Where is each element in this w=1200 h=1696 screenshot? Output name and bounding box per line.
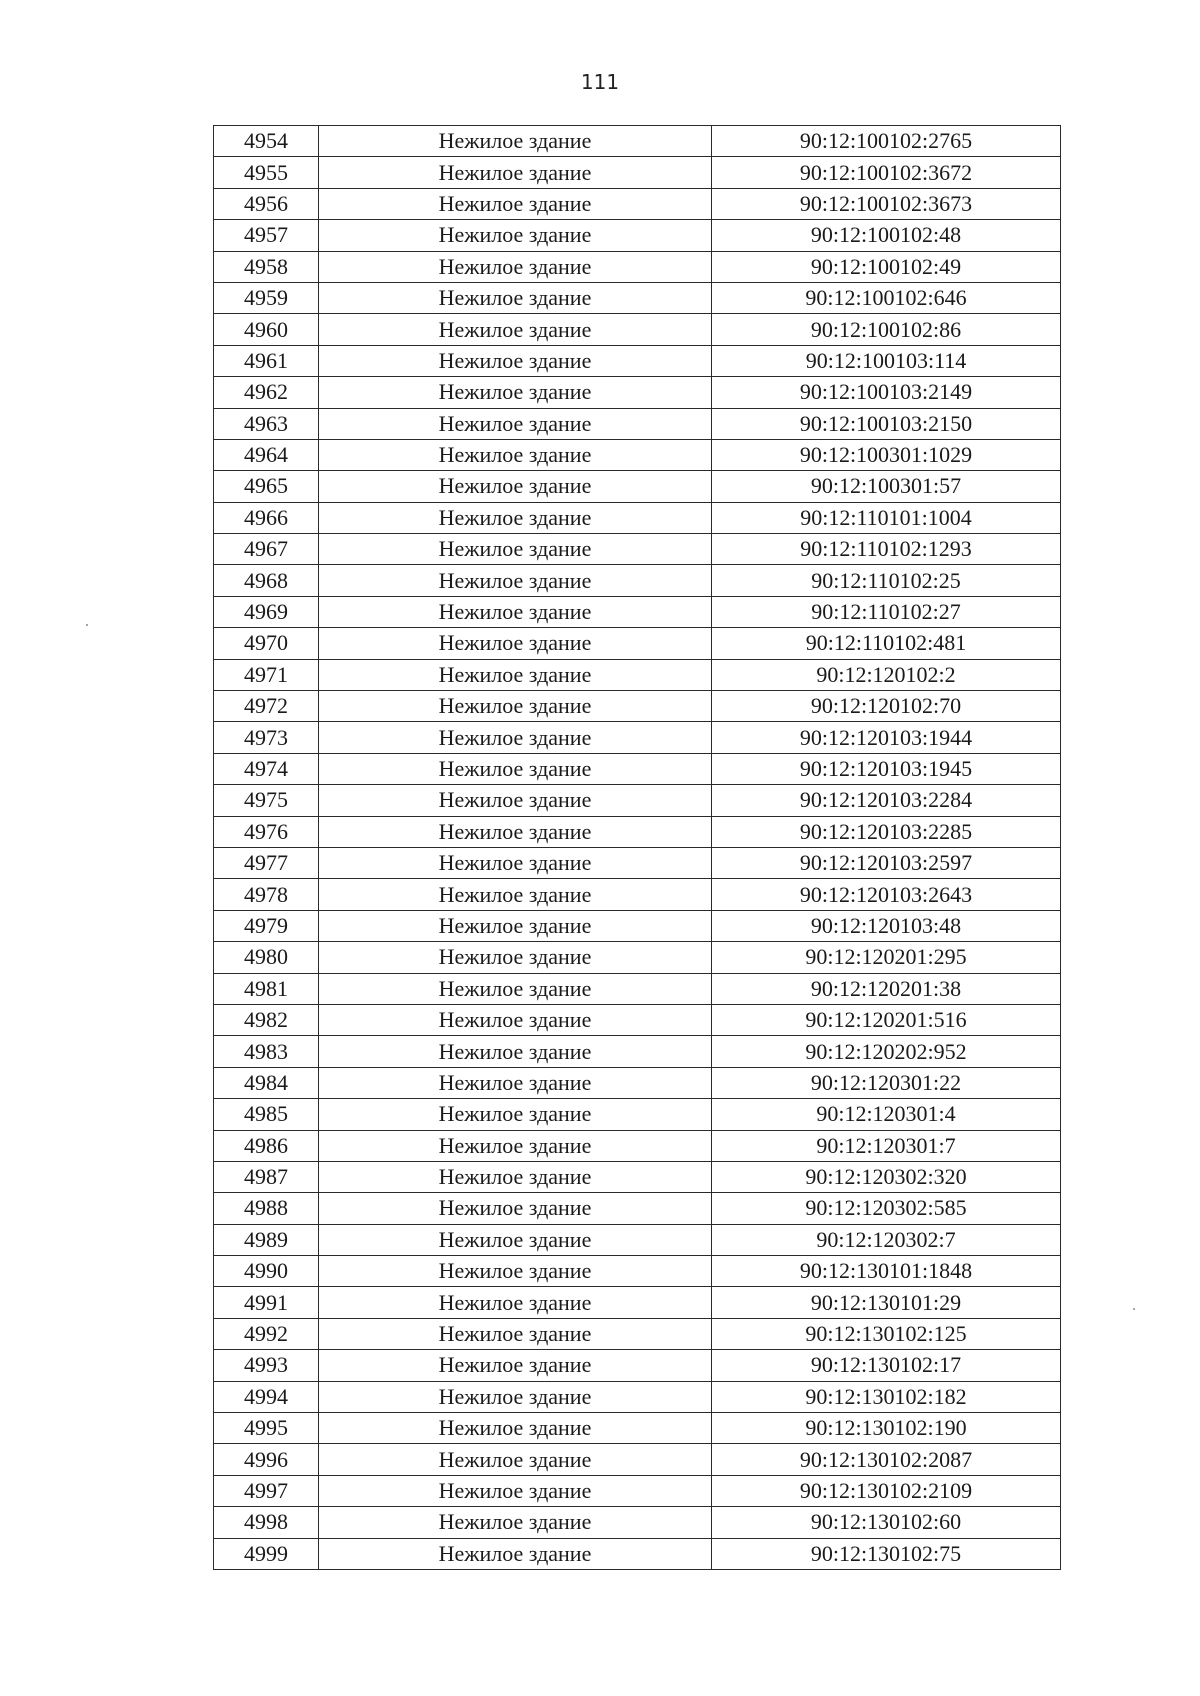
cadastral-number-cell: 90:12:100102:2765 xyxy=(712,126,1061,157)
table-row xyxy=(214,534,1061,565)
table-row xyxy=(214,251,1061,282)
row-number-cell: 4994 xyxy=(214,1381,319,1412)
table-row xyxy=(214,345,1061,376)
object-type-cell: Нежилое здание xyxy=(319,1256,712,1287)
object-type-cell: Нежилое здание xyxy=(319,188,712,219)
row-number-cell: 4958 xyxy=(214,251,319,282)
row-number-cell: 4970 xyxy=(214,628,319,659)
object-type-cell: Нежилое здание xyxy=(319,1475,712,1506)
table-row xyxy=(214,126,1061,157)
row-number-cell: 4955 xyxy=(214,157,319,188)
row-number-cell: 4974 xyxy=(214,753,319,784)
table-row xyxy=(214,188,1061,219)
object-type-cell: Нежилое здание xyxy=(319,345,712,376)
object-type-cell: Нежилое здание xyxy=(319,879,712,910)
table-row xyxy=(214,628,1061,659)
object-type-cell: Нежилое здание xyxy=(319,816,712,847)
row-number-cell: 4990 xyxy=(214,1256,319,1287)
table-row xyxy=(214,1350,1061,1381)
scan-speck xyxy=(1133,1308,1135,1310)
cadastral-number-cell: 90:12:100103:2150 xyxy=(712,408,1061,439)
row-number-cell: 4982 xyxy=(214,1004,319,1035)
cadastral-number-cell: 90:12:130101:29 xyxy=(712,1287,1061,1318)
table-row xyxy=(214,1036,1061,1067)
row-number-cell: 4961 xyxy=(214,345,319,376)
table-row xyxy=(214,816,1061,847)
cadastral-number-cell: 90:12:130102:125 xyxy=(712,1318,1061,1349)
cadastral-number-cell: 90:12:120103:2284 xyxy=(712,785,1061,816)
table-row xyxy=(214,785,1061,816)
cadastral-number-cell: 90:12:100102:646 xyxy=(712,282,1061,313)
table-row xyxy=(214,879,1061,910)
row-number-cell: 4983 xyxy=(214,1036,319,1067)
cadastral-number-cell: 90:12:120102:2 xyxy=(712,659,1061,690)
row-number-cell: 4999 xyxy=(214,1538,319,1569)
cadastral-number-cell: 90:12:110102:25 xyxy=(712,565,1061,596)
row-number-cell: 4981 xyxy=(214,973,319,1004)
object-type-cell: Нежилое здание xyxy=(319,1130,712,1161)
table-row xyxy=(214,377,1061,408)
object-type-cell: Нежилое здание xyxy=(319,1193,712,1224)
cadastral-number-cell: 90:12:120302:585 xyxy=(712,1193,1061,1224)
object-type-cell: Нежилое здание xyxy=(319,596,712,627)
object-type-cell: Нежилое здание xyxy=(319,1507,712,1538)
row-number-cell: 4964 xyxy=(214,439,319,470)
object-type-cell: Нежилое здание xyxy=(319,126,712,157)
object-type-cell: Нежилое здание xyxy=(319,1161,712,1192)
table-row xyxy=(214,471,1061,502)
object-type-cell: Нежилое здание xyxy=(319,471,712,502)
cadastral-number-cell: 90:12:130101:1848 xyxy=(712,1256,1061,1287)
table-row xyxy=(214,1256,1061,1287)
object-type-cell: Нежилое здание xyxy=(319,973,712,1004)
table-row xyxy=(214,691,1061,722)
cadastral-number-cell: 90:12:100102:49 xyxy=(712,251,1061,282)
table-row xyxy=(214,282,1061,313)
row-number-cell: 4985 xyxy=(214,1099,319,1130)
row-number-cell: 4959 xyxy=(214,282,319,313)
cadastral-number-cell: 90:12:120302:7 xyxy=(712,1224,1061,1255)
object-type-cell: Нежилое здание xyxy=(319,1067,712,1098)
object-type-cell: Нежилое здание xyxy=(319,502,712,533)
row-number-cell: 4993 xyxy=(214,1350,319,1381)
cadastral-number-cell: 90:12:120301:4 xyxy=(712,1099,1061,1130)
cadastral-number-cell: 90:12:100102:86 xyxy=(712,314,1061,345)
cadastral-number-cell: 90:12:120103:48 xyxy=(712,910,1061,941)
table-row xyxy=(214,942,1061,973)
table-row xyxy=(214,753,1061,784)
table-row xyxy=(214,1161,1061,1192)
object-type-cell: Нежилое здание xyxy=(319,1318,712,1349)
registry-table xyxy=(213,125,1061,1570)
row-number-cell: 4972 xyxy=(214,691,319,722)
cadastral-number-cell: 90:12:130102:75 xyxy=(712,1538,1061,1569)
object-type-cell: Нежилое здание xyxy=(319,1004,712,1035)
table-row xyxy=(214,1224,1061,1255)
object-type-cell: Нежилое здание xyxy=(319,1099,712,1130)
row-number-cell: 4998 xyxy=(214,1507,319,1538)
table-row xyxy=(214,1413,1061,1444)
table-row xyxy=(214,1381,1061,1412)
table-row xyxy=(214,973,1061,1004)
object-type-cell: Нежилое здание xyxy=(319,1444,712,1475)
object-type-cell: Нежилое здание xyxy=(319,1036,712,1067)
row-number-cell: 4978 xyxy=(214,879,319,910)
row-number-cell: 4973 xyxy=(214,722,319,753)
cadastral-number-cell: 90:12:120301:22 xyxy=(712,1067,1061,1098)
page-number: 111 xyxy=(580,70,620,94)
row-number-cell: 4991 xyxy=(214,1287,319,1318)
row-number-cell: 4984 xyxy=(214,1067,319,1098)
row-number-cell: 4967 xyxy=(214,534,319,565)
cadastral-number-cell: 90:12:130102:60 xyxy=(712,1507,1061,1538)
object-type-cell: Нежилое здание xyxy=(319,910,712,941)
row-number-cell: 4977 xyxy=(214,847,319,878)
row-number-cell: 4962 xyxy=(214,377,319,408)
cadastral-number-cell: 90:12:100102:3673 xyxy=(712,188,1061,219)
cadastral-number-cell: 90:12:120202:952 xyxy=(712,1036,1061,1067)
table-row xyxy=(214,314,1061,345)
table-row xyxy=(214,1507,1061,1538)
object-type-cell: Нежилое здание xyxy=(319,942,712,973)
cadastral-number-cell: 90:12:130102:2109 xyxy=(712,1475,1061,1506)
object-type-cell: Нежилое здание xyxy=(319,377,712,408)
row-number-cell: 4954 xyxy=(214,126,319,157)
cadastral-number-cell: 90:12:110102:481 xyxy=(712,628,1061,659)
table-row xyxy=(214,157,1061,188)
table-row xyxy=(214,439,1061,470)
table-row xyxy=(214,910,1061,941)
object-type-cell: Нежилое здание xyxy=(319,753,712,784)
table-row xyxy=(214,408,1061,439)
scan-speck xyxy=(86,624,88,626)
row-number-cell: 4956 xyxy=(214,188,319,219)
object-type-cell: Нежилое здание xyxy=(319,691,712,722)
cadastral-number-cell: 90:12:100103:114 xyxy=(712,345,1061,376)
cadastral-number-cell: 90:12:120302:320 xyxy=(712,1161,1061,1192)
cadastral-number-cell: 90:12:100102:48 xyxy=(712,220,1061,251)
table-row xyxy=(214,565,1061,596)
cadastral-number-cell: 90:12:110102:1293 xyxy=(712,534,1061,565)
cadastral-number-cell: 90:12:120201:295 xyxy=(712,942,1061,973)
table-row xyxy=(214,220,1061,251)
cadastral-number-cell: 90:12:120103:1945 xyxy=(712,753,1061,784)
object-type-cell: Нежилое здание xyxy=(319,408,712,439)
object-type-cell: Нежилое здание xyxy=(319,282,712,313)
cadastral-number-cell: 90:12:110102:27 xyxy=(712,596,1061,627)
cadastral-number-cell: 90:12:130102:2087 xyxy=(712,1444,1061,1475)
object-type-cell: Нежилое здание xyxy=(319,1287,712,1318)
cadastral-number-cell: 90:12:100301:57 xyxy=(712,471,1061,502)
row-number-cell: 4996 xyxy=(214,1444,319,1475)
cadastral-number-cell: 90:12:100103:2149 xyxy=(712,377,1061,408)
cadastral-number-cell: 90:12:120103:2597 xyxy=(712,847,1061,878)
object-type-cell: Нежилое здание xyxy=(319,1381,712,1412)
cadastral-number-cell: 90:12:120103:1944 xyxy=(712,722,1061,753)
table-row xyxy=(214,722,1061,753)
object-type-cell: Нежилое здание xyxy=(319,659,712,690)
row-number-cell: 4989 xyxy=(214,1224,319,1255)
row-number-cell: 4976 xyxy=(214,816,319,847)
table-row xyxy=(214,1287,1061,1318)
object-type-cell: Нежилое здание xyxy=(319,220,712,251)
cadastral-number-cell: 90:12:120201:38 xyxy=(712,973,1061,1004)
row-number-cell: 4975 xyxy=(214,785,319,816)
table-row xyxy=(214,1193,1061,1224)
object-type-cell: Нежилое здание xyxy=(319,628,712,659)
cadastral-number-cell: 90:12:110101:1004 xyxy=(712,502,1061,533)
cadastral-number-cell: 90:12:130102:190 xyxy=(712,1413,1061,1444)
cadastral-number-cell: 90:12:120103:2643 xyxy=(712,879,1061,910)
row-number-cell: 4957 xyxy=(214,220,319,251)
cadastral-number-cell: 90:12:120301:7 xyxy=(712,1130,1061,1161)
row-number-cell: 4968 xyxy=(214,565,319,596)
table-row xyxy=(214,1130,1061,1161)
object-type-cell: Нежилое здание xyxy=(319,314,712,345)
table-row xyxy=(214,502,1061,533)
row-number-cell: 4969 xyxy=(214,596,319,627)
cadastral-number-cell: 90:12:120102:70 xyxy=(712,691,1061,722)
object-type-cell: Нежилое здание xyxy=(319,534,712,565)
table-row xyxy=(214,1318,1061,1349)
table-row xyxy=(214,847,1061,878)
row-number-cell: 4965 xyxy=(214,471,319,502)
table-row xyxy=(214,659,1061,690)
registry-table-body xyxy=(214,126,1061,1570)
object-type-cell: Нежилое здание xyxy=(319,157,712,188)
table-row xyxy=(214,1004,1061,1035)
cadastral-number-cell: 90:12:120201:516 xyxy=(712,1004,1061,1035)
row-number-cell: 4995 xyxy=(214,1413,319,1444)
object-type-cell: Нежилое здание xyxy=(319,439,712,470)
table-row xyxy=(214,1099,1061,1130)
row-number-cell: 4980 xyxy=(214,942,319,973)
cadastral-number-cell: 90:12:130102:17 xyxy=(712,1350,1061,1381)
cadastral-number-cell: 90:12:130102:182 xyxy=(712,1381,1061,1412)
row-number-cell: 4988 xyxy=(214,1193,319,1224)
object-type-cell: Нежилое здание xyxy=(319,1538,712,1569)
cadastral-number-cell: 90:12:120103:2285 xyxy=(712,816,1061,847)
row-number-cell: 4966 xyxy=(214,502,319,533)
table-row xyxy=(214,1444,1061,1475)
row-number-cell: 4992 xyxy=(214,1318,319,1349)
object-type-cell: Нежилое здание xyxy=(319,565,712,596)
table-row xyxy=(214,1475,1061,1506)
object-type-cell: Нежилое здание xyxy=(319,722,712,753)
table-row xyxy=(214,1067,1061,1098)
object-type-cell: Нежилое здание xyxy=(319,1350,712,1381)
row-number-cell: 4986 xyxy=(214,1130,319,1161)
cadastral-number-cell: 90:12:100301:1029 xyxy=(712,439,1061,470)
row-number-cell: 4960 xyxy=(214,314,319,345)
object-type-cell: Нежилое здание xyxy=(319,785,712,816)
row-number-cell: 4979 xyxy=(214,910,319,941)
row-number-cell: 4987 xyxy=(214,1161,319,1192)
row-number-cell: 4971 xyxy=(214,659,319,690)
object-type-cell: Нежилое здание xyxy=(319,847,712,878)
table-row xyxy=(214,596,1061,627)
object-type-cell: Нежилое здание xyxy=(319,1224,712,1255)
object-type-cell: Нежилое здание xyxy=(319,251,712,282)
object-type-cell: Нежилое здание xyxy=(319,1413,712,1444)
row-number-cell: 4963 xyxy=(214,408,319,439)
table-row xyxy=(214,1538,1061,1569)
row-number-cell: 4997 xyxy=(214,1475,319,1506)
cadastral-number-cell: 90:12:100102:3672 xyxy=(712,157,1061,188)
